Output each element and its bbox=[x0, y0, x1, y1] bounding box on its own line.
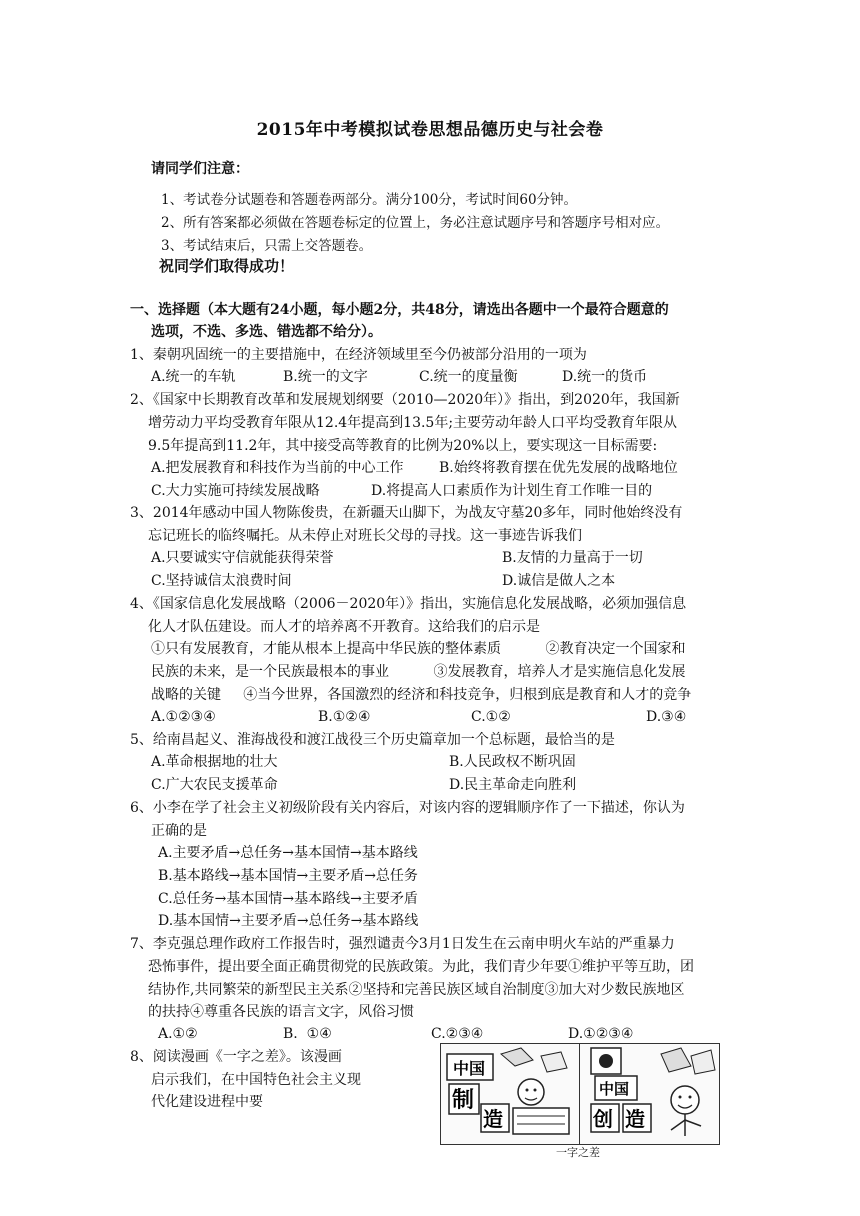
question-5-option-b: B.人民政权不断巩固 bbox=[449, 754, 576, 770]
cartoon-left-drawing bbox=[441, 1044, 579, 1144]
question-5-option-a: A.革命根据地的壮大 bbox=[151, 754, 278, 770]
question-6-option-d: D.基本国情→主要矛盾→总任务→基本路线 bbox=[158, 913, 419, 929]
question-4-stem-line5: 战略的关键 ④当今世界，各国激烈的经济和科技竞争，归根到底是教育和人才的竞争 bbox=[151, 687, 692, 703]
question-8-stem-line2: 启示我们，在中国特色社会主义现 bbox=[151, 1072, 361, 1088]
question-7-stem-line2: 恐怖事件，提出要全面正确贯彻党的民族政策。为此，我们青少年要①维护平等互助，团 bbox=[148, 959, 694, 975]
question-7-stem-line1: 7、李克强总理作政府工作报告时，强烈谴责今3月1日发生在云南申明火车站的严重暴力 bbox=[130, 936, 675, 952]
cartoon-image bbox=[440, 1043, 720, 1145]
good-luck-message: 祝同学们取得成功！ bbox=[159, 257, 295, 275]
question-5-stem: 5、给南昌起义、淮海战役和渡江战役三个历史篇章加一个总标题，最恰当的是 bbox=[130, 732, 615, 748]
question-1-stem: 1、秦朝巩固统一的主要措施中，在经济领域里至今仍被部分沿用的一项为 bbox=[130, 347, 587, 363]
question-1-option-b: B.统一的文字 bbox=[283, 369, 368, 385]
question-7-stem-line3: 结协作,共同繁荣的新型民主关系②坚持和完善民族区域自治制度③加大对少数民族地区 bbox=[148, 982, 685, 998]
question-6-option-a: A.主要矛盾→总任务→基本国情→基本路线 bbox=[158, 845, 418, 861]
question-5-option-c: C.广大农民支援革命 bbox=[151, 777, 278, 793]
cartoon-panel-made-in bbox=[441, 1044, 580, 1144]
question-1-option-c: C.统一的度量衡 bbox=[419, 369, 518, 385]
question-4-stem-line3: ①只有发展教育，才能从根本上提高中华民族的整体素质 ②教育决定一个国家和 bbox=[151, 641, 686, 657]
question-4-option-d: D.③④ bbox=[646, 709, 687, 725]
cartoon-right-drawing bbox=[581, 1044, 719, 1144]
question-2-option-a: A.把发展教育和科技作为当前的中心工作 bbox=[151, 460, 404, 476]
question-6-option-b: B.基本路线→基本国情→主要矛盾→总任务 bbox=[158, 868, 418, 884]
question-4-stem-line4: 民族的未来，是一个民族最根本的事业 ③发展教育，培养人才是实施信息化发展 bbox=[151, 664, 686, 680]
cartoon-right-char: 创 bbox=[593, 1107, 613, 1131]
question-3-option-d: D.诚信是做人之本 bbox=[502, 573, 616, 589]
cartoon-left-char: 制 bbox=[452, 1087, 475, 1113]
question-1-option-a: A.统一的车轨 bbox=[151, 369, 236, 385]
question-8-stem-line1: 8、阅读漫画《一字之差》。该漫画 bbox=[130, 1049, 342, 1065]
question-4-option-c: C.①② bbox=[471, 709, 511, 725]
question-2-stem-line2: 增劳动力平均受教育年限从12.4年提高到13.5年;主要劳动年龄人口平均受教育年限从 bbox=[148, 415, 678, 431]
question-7-option-a: A.①② bbox=[158, 1026, 198, 1042]
cartoon-left-top-text: 中国 bbox=[453, 1059, 486, 1078]
question-4-option-a: A.①②③④ bbox=[151, 709, 216, 725]
cartoon-right-char2: 造 bbox=[625, 1107, 645, 1131]
question-3-option-c: C.坚持诚信太浪费时间 bbox=[151, 573, 292, 589]
page-title: 2015年中考模拟试卷思想品德历史与社会卷 bbox=[256, 120, 604, 140]
notice-heading: 请同学们注意： bbox=[151, 161, 249, 177]
question-6-option-c: C.总任务→基本国情→基本路线→主要矛盾 bbox=[158, 891, 418, 907]
question-4-stem-line2: 化人才队伍建设。而人才的培养离不开教育。这给我们的启示是 bbox=[148, 619, 540, 635]
question-2-option-d: D.将提高人口素质作为计划生育工作唯一目的 bbox=[371, 483, 653, 499]
section-heading-cont: 选项，不选、多选、错选都不给分）。 bbox=[151, 324, 382, 340]
question-2-stem-line1: 2、《国家中长期教育改革和发展规划纲要（2010—2020年）》指出，到2020年，我国新 bbox=[130, 392, 680, 408]
question-3-option-a: A.只要诚实守信就能获得荣誉 bbox=[151, 550, 334, 566]
question-6-stem-line1: 6、小李在学了社会主义初级阶段有关内容后，对该内容的逻辑顺序作了一下描述，你认为 bbox=[130, 800, 685, 816]
question-8-stem-line3: 代化建设进程中要 bbox=[151, 1094, 263, 1110]
section-heading: 一、选择题（本大题有24小题，每小题2分，共48分，请选出各题中一个最符合题意的 bbox=[130, 302, 669, 318]
question-7-option-c: C.②③④ bbox=[431, 1026, 484, 1042]
question-2-option-b: B.始终将教育摆在优先发展的战略地位 bbox=[439, 460, 678, 476]
question-2-stem-line3: 9.5年提高到11.2年，其中接受高等教育的比例为20%以上，要实现这一目标需要: bbox=[148, 438, 658, 454]
cartoon-panel-created-in bbox=[581, 1044, 719, 1144]
notice-item-1: 1、考试卷分试题卷和答题卷两部分。满分100分，考试时间60分钟。 bbox=[161, 192, 578, 208]
cartoon-left-char2: 造 bbox=[483, 1107, 503, 1131]
question-7-stem-line4: 的扶持④尊重各民族的语言文字，风俗习惯 bbox=[148, 1004, 414, 1020]
question-3-stem-line1: 3、2014年感动中国人物陈俊贵，在新疆天山脚下，为战友守墓20多年，同时他始终没有 bbox=[130, 505, 683, 521]
cartoon-right-top-text: 中国 bbox=[599, 1080, 630, 1098]
question-5-option-d: D.民主革命走向胜利 bbox=[449, 777, 577, 793]
question-3-option-b: B.友情的力量高于一切 bbox=[502, 550, 643, 566]
question-2-option-c: C.大力实施可持续发展战略 bbox=[151, 483, 320, 499]
question-7-option-b: B. ①④ bbox=[283, 1026, 332, 1042]
question-4-stem-line1: 4、《国家信息化发展战略（2006－2020年）》指出，实施信息化发展战略，必须加强信息 bbox=[130, 596, 687, 612]
question-4-option-b: B.①②④ bbox=[318, 709, 371, 725]
question-3-stem-line2: 忘记班长的临终嘱托。从未停止对班长父母的寻找。这一事迹告诉我们 bbox=[148, 528, 582, 544]
notice-item-2: 2、所有答案都必须做在答题卷标定的位置上，务必注意试题序号和答题序号相对应。 bbox=[161, 215, 670, 231]
question-1-option-d: D.统一的货币 bbox=[562, 369, 648, 385]
question-7-option-d: D.①②③④ bbox=[568, 1026, 634, 1042]
cartoon-caption: 一字之差 bbox=[556, 1146, 600, 1159]
notice-item-3: 3、考试结束后，只需上交答题卷。 bbox=[161, 238, 373, 254]
question-6-stem-line2: 正确的是 bbox=[151, 823, 207, 839]
